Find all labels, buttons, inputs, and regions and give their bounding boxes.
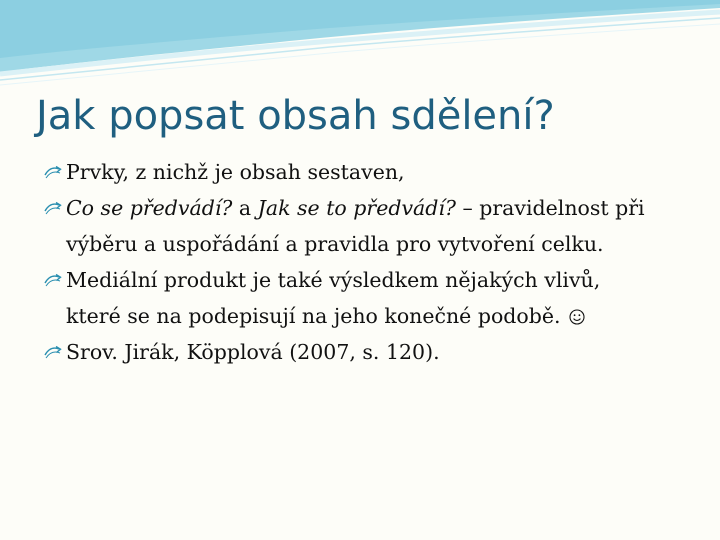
question-how: Jak se to předvádí? — [257, 196, 456, 220]
arrow-bullet-icon — [44, 345, 62, 359]
bullet-text: Prvky, z nichž je obsah sestaven, — [66, 160, 405, 184]
bullet-item-questions — [44, 190, 694, 262]
bullet-text: Srov. Jirák, Köpplová (2007, s. 120). — [66, 340, 440, 364]
bullet-item-elements — [44, 154, 694, 190]
bullet-text: Mediální produkt je také výsledkem nějakých vlivů, — [66, 268, 601, 292]
arrow-bullet-icon — [44, 201, 62, 215]
header-wave-decoration — [0, 0, 720, 90]
bullet-item-media-product — [44, 262, 694, 334]
bullet-list — [44, 154, 694, 370]
arrow-bullet-icon — [44, 273, 62, 287]
smiley-face-icon — [569, 309, 585, 325]
arrow-bullet-icon — [44, 165, 62, 179]
question-what: Co se předvádí? — [66, 196, 233, 220]
slide-title: Jak popsat obsah sdělení? — [36, 93, 555, 139]
bullet-text-continuation: výběru a uspořádání a pravidla pro vytvoření celku. — [66, 232, 604, 256]
bullet-text-continuation: které se na podepisují na jeho konečné podobě. — [66, 304, 568, 328]
bullet-text-rest: – pravidelnost při — [455, 196, 645, 220]
joiner-text: a — [232, 196, 258, 220]
bullet-item-reference — [44, 334, 694, 370]
